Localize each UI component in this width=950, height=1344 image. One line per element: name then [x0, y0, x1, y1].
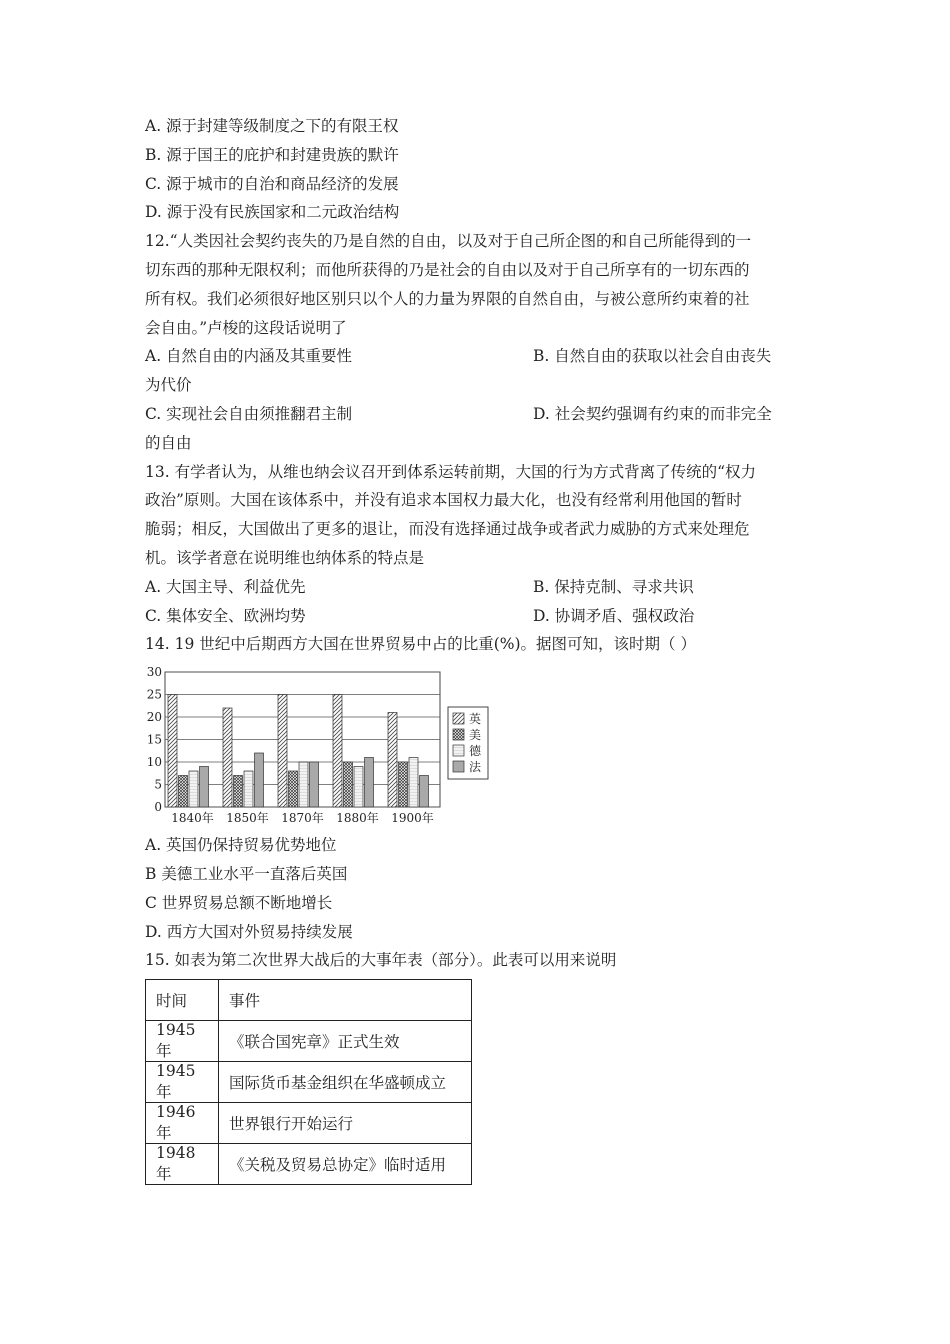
table-header-row [146, 980, 472, 1021]
bar-美-1870年 [289, 771, 298, 807]
bar-德-1870年 [299, 762, 308, 807]
legend-label: 法 [469, 760, 482, 775]
bar-美-1880年 [344, 762, 353, 807]
table-row [146, 1144, 472, 1185]
q13-option-a: A. 大国主导、利益优先 [145, 577, 306, 596]
legend-swatch [453, 713, 464, 724]
q12-option-c: C. 实现社会自由须推翻君主制 [145, 404, 353, 423]
q12-options-row1 [145, 342, 805, 371]
bar-法-1900年 [420, 776, 429, 808]
legend-swatch [453, 761, 464, 772]
x-tick-label: 1900年 [391, 811, 434, 826]
q12-stem-line4: 会自由。”卢梭的这段话说明了 [145, 318, 347, 337]
q12-option-b: B. 自然自由的获取以社会自由丧失 [533, 347, 772, 366]
q13-stem-line1: 13. 有学者认为，从维也纳会议召开到体系运转前期，大国的行为方式背离了传统的“权力 [145, 462, 757, 481]
table-header-time: 时间 [146, 980, 219, 1021]
bar-英-1880年 [333, 695, 342, 808]
bar-英-1850年 [223, 708, 232, 807]
bar-英-1900年 [388, 713, 397, 808]
bar-法-1850年 [255, 753, 264, 807]
table-cell-year: 1945 年 [146, 1062, 219, 1103]
table-cell-event: 《关税及贸易总协定》临时适用 [219, 1144, 472, 1185]
q12-stem-line2: 切东西的那种无限权利；而他所获得的乃是社会的自由以及对于自己所享有的一切东西的 [145, 260, 750, 279]
table-cell-year: 1945 年 [146, 1021, 219, 1062]
bar-美-1900年 [399, 762, 408, 807]
table-cell-year: 1946 年 [146, 1103, 219, 1144]
y-tick-label: 5 [154, 777, 162, 792]
legend-swatch [453, 745, 464, 756]
q14-stem: 14. 19 世纪中后期西方大国在世界贸易中占的比重(%)。据图可知，该时期（ ） [145, 635, 696, 654]
table-cell-year: 1948 年 [146, 1144, 219, 1185]
table-cell-event: 世界银行开始运行 [219, 1103, 472, 1144]
q13-option-b: B. 保持克制、寻求共识 [533, 577, 694, 596]
trade-share-bar-chart [145, 665, 495, 825]
q13-options-row1 [145, 573, 805, 602]
y-tick-label: 15 [146, 732, 162, 747]
y-tick-label: 30 [146, 665, 162, 680]
q14-option-d: D. 西方大国对外贸易持续发展 [145, 922, 353, 941]
q12-option-d: D. 社会契约强调有约束的而非完全 [533, 404, 772, 423]
bar-德-1900年 [409, 758, 418, 808]
q11-option-c: C. 源于城市的自治和商品经济的发展 [145, 174, 399, 193]
q11-option-a: A. 源于封建等级制度之下的有限王权 [145, 117, 399, 135]
events-table [145, 979, 472, 1185]
table-cell-event: 国际货币基金组织在华盛顿成立 [219, 1062, 472, 1103]
table-header-event: 事件 [219, 980, 472, 1021]
bar-德-1850年 [244, 771, 253, 807]
q14-option-c: C 世界贸易总额不断地增长 [145, 893, 333, 912]
bar-英-1870年 [278, 695, 287, 808]
exam-page [145, 112, 805, 1185]
q13-stem-line3: 脆弱；相反，大国做出了更多的退让，而没有选择通过战争或者武力威胁的方式来处理危 [145, 520, 750, 539]
q12-options-row2 [145, 400, 805, 429]
q14-option-a: A. 英国仍保持贸易优势地位 [145, 836, 337, 855]
q12-option-b-cont: 为代价 [145, 376, 192, 395]
legend-label: 美 [469, 728, 482, 743]
legend-swatch [453, 729, 464, 740]
x-tick-label: 1880年 [336, 811, 379, 826]
x-tick-label: 1870年 [281, 811, 324, 826]
bar-德-1880年 [354, 767, 363, 808]
q13-options-row2 [145, 602, 805, 631]
table-row [146, 1062, 472, 1103]
q12-option-a: A. 自然自由的内涵及其重要性 [145, 347, 353, 366]
q11-option-b: B. 源于国王的庇护和封建贵族的默许 [145, 145, 399, 164]
q12-stem-line1: 12.“人类因社会契约丧失的乃是自然的自由，以及对于自己所企图的和自己所能得到的一 [145, 232, 752, 251]
q13-option-c: C. 集体安全、欧洲均势 [145, 606, 306, 625]
legend-label: 德 [469, 744, 482, 759]
bar-法-1840年 [200, 767, 209, 808]
bar-英-1840年 [168, 695, 177, 808]
table-row [146, 1021, 472, 1062]
legend-label: 英 [469, 712, 482, 727]
y-tick-label: 10 [146, 755, 162, 770]
bar-法-1870年 [310, 762, 319, 807]
table-row [146, 1103, 472, 1144]
q12-option-d-cont: 的自由 [145, 433, 192, 452]
bar-法-1880年 [365, 758, 374, 808]
q13-stem-line2: 政治”原则。大国在该体系中，并没有追求本国权力最大化，也没有经常利用他国的暂时 [145, 491, 742, 510]
table-cell-event: 《联合国宪章》正式生效 [219, 1021, 472, 1062]
x-tick-label: 1850年 [226, 811, 269, 826]
bar-美-1850年 [234, 776, 243, 808]
q15-stem: 15. 如表为第二次世界大战后的大事年表（部分）。此表可以用来说明 [145, 951, 617, 970]
q12-stem-line3: 所有权。我们必须很好地区别只以个人的力量为界限的自然自由，与被公意所约束着的社 [145, 289, 750, 308]
q11-option-d: D. 源于没有民族国家和二元政治结构 [145, 203, 400, 222]
q14-option-b: B 美德工业水平一直落后英国 [145, 864, 348, 883]
y-tick-label: 20 [146, 710, 162, 725]
bar-德-1840年 [189, 771, 198, 807]
bar-美-1840年 [179, 776, 188, 808]
y-tick-label: 0 [154, 800, 162, 815]
q13-stem-line4: 机。该学者意在说明维也纳体系的特点是 [145, 548, 425, 567]
x-tick-label: 1840年 [171, 811, 214, 826]
y-tick-label: 25 [146, 687, 162, 702]
q13-option-d: D. 协调矛盾、强权政治 [533, 606, 695, 625]
